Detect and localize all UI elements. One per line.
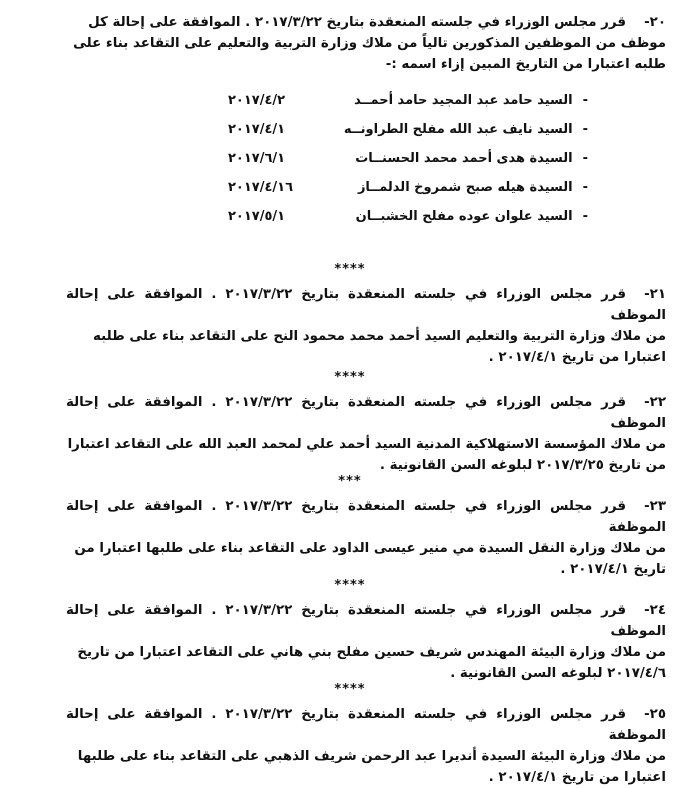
decision-line: من ملاك وزارة النقل السيدة مي منير عيسى الداود على التقاعد بناء على طلبها اعتبارا من <box>74 541 666 556</box>
decision-21 <box>66 284 666 368</box>
retiree-date: ٢٠١٧/٥/١ <box>228 209 286 224</box>
decision-line: من ملاك وزارة البيئة السيدة أنديرا عبد الرحمن شريف الذهبي على التقاعد بناء على طلبها <box>77 749 666 764</box>
decision-line: ٢١-قرر مجلس الوزراء في جلسته المنعقدة بتاريخ ٢٠١٧/٣/٢٢ . الموافقة على إحالة الموظف <box>66 284 666 326</box>
decision-line: طلبه اعتبارا من التاريخ المبين إزاء اسمه :- <box>385 57 666 72</box>
retiree-name: السيد علوان عوده مفلح الخشبــان <box>355 209 573 224</box>
decision-line: من تاريخ ٢٠١٧/٣/٢٥ لبلوغه السن القانونية . <box>379 458 666 473</box>
decision-20 <box>66 12 666 75</box>
decision-22 <box>66 392 666 476</box>
separator-stars: **** <box>334 262 366 277</box>
list-dash: - <box>582 122 588 137</box>
retiree-name: السيدة هيله صبح شمروخ الدلمــاز <box>357 180 573 195</box>
list-dash: - <box>582 151 588 166</box>
separator-stars: *** <box>338 474 362 489</box>
separator-stars: **** <box>334 370 366 385</box>
decision-25 <box>66 704 666 788</box>
decision-number: ٢٢- <box>644 395 666 410</box>
decision-line: ٢٤-قرر مجلس الوزراء في جلسته المنعقدة بتاريخ ٢٠١٧/٣/٢٢ . الموافقة على إحالة الموظف <box>66 600 666 642</box>
decision-line: من ملاك وزارة البيئة المهندس شريف حسين مفلح بني هاني على التقاعد اعتبارا من تاريخ <box>77 645 666 660</box>
decision-number: ٢٣- <box>644 499 666 514</box>
retiree-row <box>228 180 588 209</box>
decision-line: اعتبارا من تاريخ ٢٠١٧/٤/١ . <box>488 350 666 365</box>
decision-number: ٢١- <box>644 287 666 302</box>
list-dash: - <box>582 180 588 195</box>
decision-line: تاريخ ٢٠١٧/٤/١ . <box>560 562 666 577</box>
retiree-date: ٢٠١٧/٤/١ <box>228 122 286 137</box>
retiree-date: ٢٠١٧/٤/١٦ <box>228 180 294 195</box>
decision-line: من ملاك المؤسسة الاستهلاكية المدنية السيد أحمد علي لمحمد العبد الله على التقاعد اعتبارا <box>67 437 666 452</box>
decision-number: ٢٥- <box>644 707 666 722</box>
decision-line: اعتبارا من تاريخ ٢٠١٧/٤/١ . <box>488 770 666 785</box>
retiree-date: ٢٠١٧/٦/١ <box>228 151 286 166</box>
decision-number: ٢٠- <box>644 15 666 30</box>
decision-24 <box>66 600 666 684</box>
retiree-name: السيد نايف عبد الله مفلح الطراونــه <box>343 122 573 137</box>
retiree-row <box>228 151 588 180</box>
retiree-row <box>228 93 588 122</box>
retirees-list <box>228 93 588 238</box>
retiree-name: السيد حامد عبد المجيد حامد أحمــد <box>354 93 573 108</box>
decision-line: ٢٢-قرر مجلس الوزراء في جلسته المنعقدة بتاريخ ٢٠١٧/٣/٢٢ . الموافقة على إحالة الموظف <box>66 392 666 434</box>
decision-line: ٢٠١٧/٤/٦ لبلوغه السن القانونية . <box>450 666 666 681</box>
decision-number: ٢٤- <box>644 603 666 618</box>
list-dash: - <box>582 93 588 108</box>
list-dash: - <box>582 209 588 224</box>
retiree-name: السيدة هدى أحمد محمد الحسنــات <box>355 151 573 166</box>
decision-line: ٢٥-قرر مجلس الوزراء في جلسته المنعقدة بتاريخ ٢٠١٧/٣/٢٢ . الموافقة على إحالة الموظفة <box>66 704 666 746</box>
decision-line: موظف من الموظفين المذكورين تالياً من ملاك وزارة التربية والتعليم على التقاعد بناء على <box>73 36 666 51</box>
retiree-row <box>228 122 588 151</box>
decision-line: ٢٣-قرر مجلس الوزراء في جلسته المنعقدة بتاريخ ٢٠١٧/٣/٢٢ . الموافقة على إحالة الموظفة <box>66 496 666 538</box>
decision-line: من ملاك وزارة التربية والتعليم السيد أحمد محمد محمود النح على التقاعد بناء على طلبه <box>93 329 666 344</box>
retiree-row <box>228 209 588 238</box>
separator-stars: **** <box>334 682 366 697</box>
separator-stars: **** <box>334 578 366 593</box>
decision-line: ٢٠-قرر مجلس الوزراء في جلسته المنعقدة بتاريخ ٢٠١٧/٣/٢٢ . الموافقة على إحالة كل <box>66 12 666 33</box>
retiree-date: ٢٠١٧/٤/٢ <box>228 93 286 108</box>
decision-23 <box>66 496 666 580</box>
